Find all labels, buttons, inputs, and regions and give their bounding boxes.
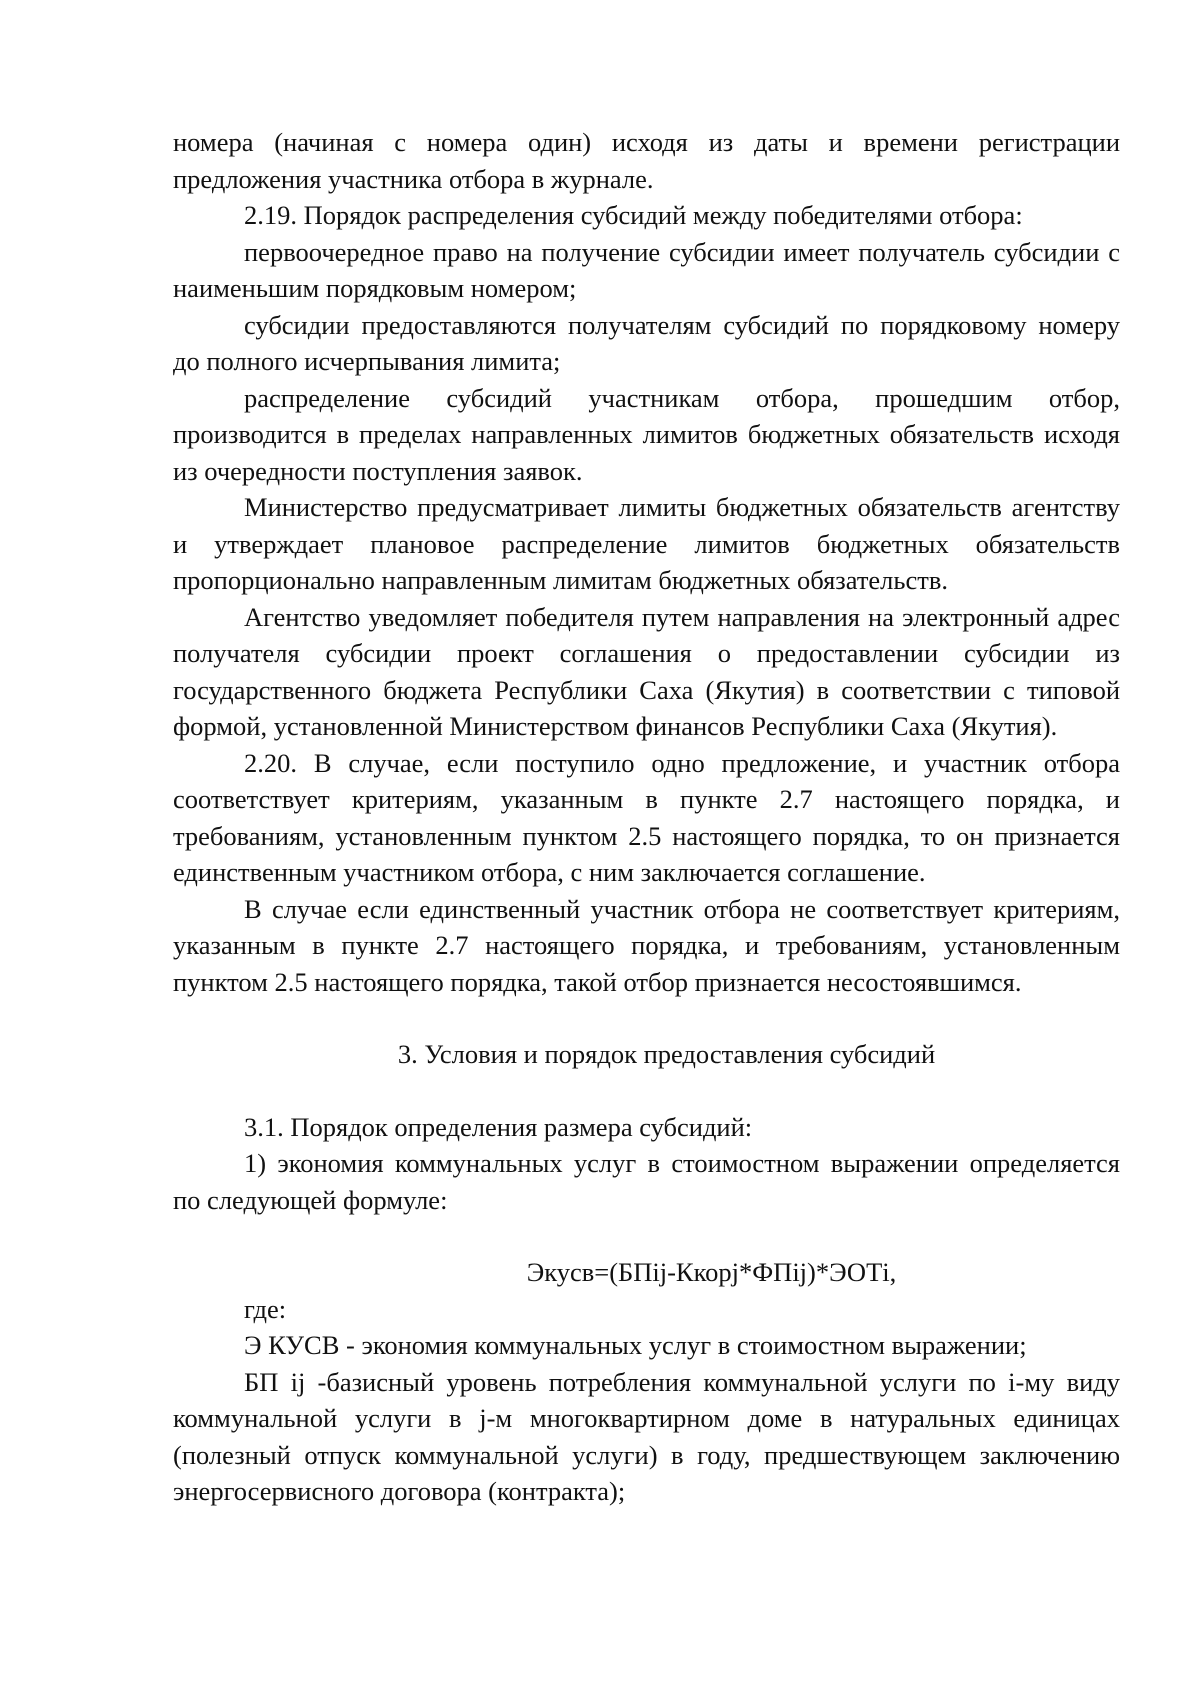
paragraph-economy-formula-intro: 1) экономия коммунальных услуг в стоимостном выражении определяется по следующей формуле: [173, 1148, 1120, 1215]
document-body [173, 124, 1120, 1510]
section-heading: 3. Условия и порядок предоставления субсидий [397, 1039, 936, 1069]
paragraph-2-19: 2.19. Порядок распределения субсидий между победителями отбора: [244, 200, 1023, 230]
paragraph-agency-notice: Агентство уведомляет победителя путем направления на электронный адрес получателя субсидии проект соглашения о предоставлении субсидии из государственного бюджета Республики Саха (Якутия) в соответствии с типовой формой, установленной Министерством финансов Республики Саха (Якутия). [173, 601, 1120, 741]
paragraph-bp-definition: БП ij -базисный уровень потребления коммунальной услуги по i-му виду коммунальной услуги в j-м многоквартирном доме в натуральных единицах (полезный отпуск коммунальной услуги) в году, предшествующем заключению энергосервисного договора (контракта); [173, 1366, 1120, 1506]
paragraph-2-20: 2.20. В случае, если поступило одно предложение, и участник отбора соответствует критериям, указанным в пункте 2.7 настоящего порядка, и требованиям, установленным пунктом 2.5 настоящего порядка, то он признается единственным участником отбора, с ним заключается соглашение. [173, 747, 1120, 887]
paragraph-ministry-limits: Министерство предусматривает лимиты бюджетных обязательств агентству и утверждает плановое распределение лимитов бюджетных обязательств пропорционально направленным лимитам бюджетных обязательств. [173, 492, 1120, 595]
paragraph-failed-selection: В случае если единственный участник отбора не соответствует критериям, указанным в пункте 2.7 настоящего порядка, и требованиям, установленным пунктом 2.5 настоящего порядка, такой отбор признается несостоявшимся. [173, 893, 1120, 997]
paragraph-priority-right: первоочередное право на получение субсидии имеет получатель субсидии с наименьшим порядковым номером; [173, 236, 1120, 303]
paragraph-where: где: [244, 1293, 287, 1324]
paragraph-3-1: 3.1. Порядок определения размера субсидий: [244, 1111, 753, 1142]
formula: Экусв=(БПij-Ккорj*ФПij)*ЭОТi, [526, 1257, 897, 1287]
paragraph-continuation: номера (начиная с номера один) исходя из даты и времени регистрации предложения участника отбора в журнале. [173, 127, 1120, 194]
paragraph-subsidy-order: субсидии предоставляются получателям субсидий по порядковому номеру до полного исчерпывания лимита; [173, 309, 1120, 376]
paragraph-ekusv-definition: Э КУСВ - экономия коммунальных услуг в стоимостном выражении; [244, 1330, 1027, 1360]
paragraph-distribution: распределение субсидий участникам отбора, прошедшим отбор, производится в пределах направленных лимитов бюджетных обязательств исходя из очередности поступления заявок. [173, 382, 1120, 486]
